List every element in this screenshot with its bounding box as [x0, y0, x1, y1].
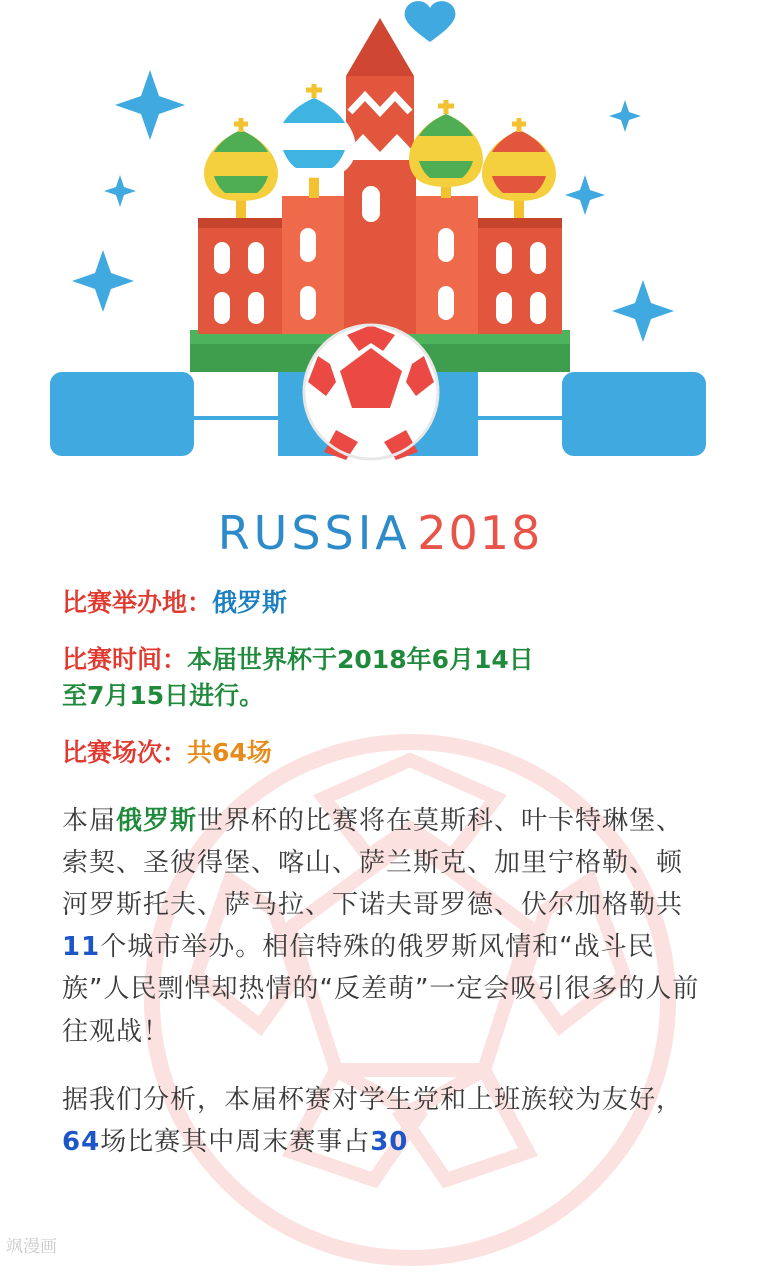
info-value-matches: 共64场 — [187, 738, 272, 768]
para1-segment-b: 世界杯的比赛将在莫斯科、叶卡特琳堡、索契、圣彼得堡、喀山、萨兰斯克、加里宁格勒、顿河罗斯托夫、萨马拉、下诺夫哥罗德、伏尔加格勒共 — [62, 806, 684, 921]
title-year: 2018 — [417, 506, 543, 560]
onion-dome-mid-right — [409, 100, 483, 198]
para1-segment-a: 本届 — [62, 806, 117, 836]
para2-segment-b: 场比赛其中周末赛事占 — [100, 1126, 371, 1157]
heart-icon — [405, 1, 456, 42]
info-row-matches — [62, 736, 702, 770]
poster-title — [0, 506, 760, 560]
para1-highlight-cities-count: 11 — [62, 932, 101, 963]
info-value-dates-line2: 至7月15日进行。 — [62, 681, 265, 710]
onion-dome-left — [204, 118, 278, 218]
soccer-ball-icon — [304, 325, 438, 460]
info-label-dates: 比赛时间： — [62, 644, 188, 674]
info-row-dates — [62, 642, 702, 715]
para1-highlight-russia: 俄罗斯 — [116, 806, 198, 836]
hero-illustration — [0, 0, 760, 500]
title-russia: RUSSIA — [217, 506, 411, 560]
kremlin-illustration — [0, 0, 760, 500]
paragraph-cities — [62, 800, 702, 1053]
para1-segment-c: 个城市举办。相信特殊的俄罗斯风情和“战斗民族”人民剽悍却热情的“反差萌”一定会吸引很多的人前往观战！ — [62, 932, 700, 1047]
para2-highlight-total-matches: 64 — [62, 1126, 101, 1157]
onion-dome-right — [482, 118, 556, 218]
para2-highlight-weekend-matches: 30 — [370, 1126, 409, 1157]
paragraph-analysis — [62, 1079, 702, 1163]
info-label-venue: 比赛举办地： — [62, 588, 213, 617]
info-row-venue — [62, 586, 702, 620]
poster-content — [0, 560, 760, 1163]
site-watermark: 飒漫画 — [6, 1237, 57, 1257]
info-value-dates-line1: 本届世界杯于2018年6月14日 — [187, 644, 534, 674]
para2-segment-a: 据我们分析，本届杯赛对学生党和上班族较为友好， — [62, 1084, 684, 1115]
info-value-venue: 俄罗斯 — [212, 588, 288, 617]
onion-dome-mid-left — [272, 84, 356, 198]
info-label-matches: 比赛场次： — [62, 738, 188, 768]
